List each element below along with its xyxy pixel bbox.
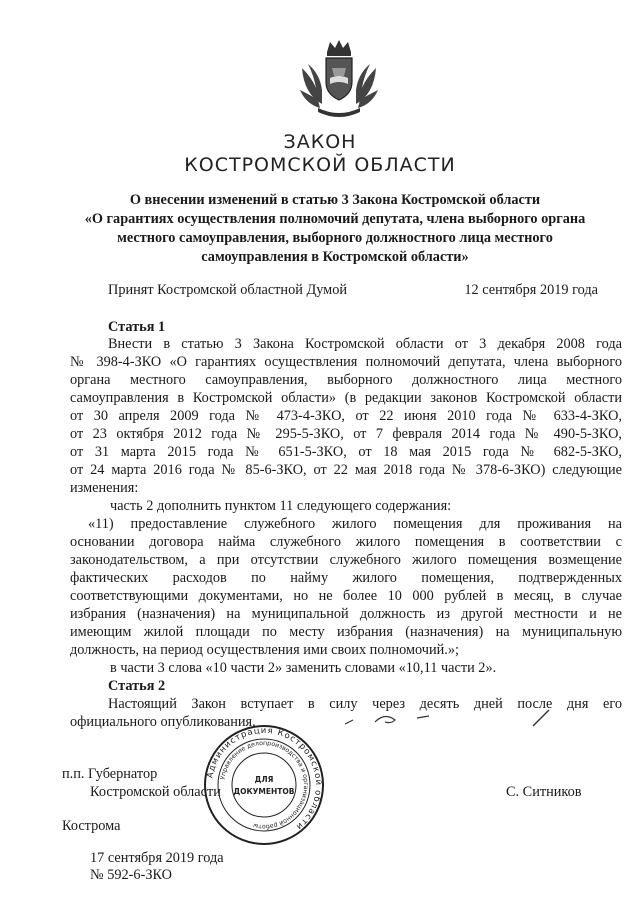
seal-inner-text: Управление делопроизводства и организационной работы (219, 739, 310, 831)
article1-line: от 24 марта 2016 года № 85-6-ЗКО, от 22 мая 2018 года № 378-6-ЗКО) следующие (70, 462, 622, 478)
seal-center-line1: ДЛЯ (254, 775, 274, 784)
article1-line: органа местного самоуправления, выборного должностного лица местного (70, 372, 622, 388)
official-seal (203, 724, 325, 846)
article1-line: от 30 апреля 2009 года № 473-4-ЗКО, от 22 июня 2010 года № 633-4-ЗКО, (70, 408, 622, 424)
article1-line: фактических расходов по найму жилого помещения, подтвержденных (70, 570, 622, 586)
article1-line: «11) предоставление служебного жилого помещения для проживания на (88, 516, 622, 532)
footer-number: № 592-6-ЗКО (90, 867, 172, 883)
article1-line: законодательством, а при отсутствии служебного жилого помещения возмещение (70, 552, 622, 568)
article1-line: в части 3 слова «10 части 2» заменить словами «10,11 части 2». (110, 660, 497, 676)
signature-name: С. Ситников (506, 784, 582, 800)
coat-of-arms-icon (294, 38, 384, 122)
law-title-line2: КОСТРОМСКОЙ ОБЛАСТИ (184, 154, 456, 176)
signature-title: п.п. Губернатор (62, 766, 158, 782)
adopted-date: 12 сентября 2019 года (464, 282, 598, 298)
adopted-line (108, 282, 598, 299)
article2-line: Настоящий Закон вступает в силу через десять дней после дня его (108, 696, 622, 712)
footer-city: Кострома (62, 818, 121, 834)
seal-center-line2: ДОКУМЕНТОВ (233, 787, 295, 796)
subject-line: «О гарантиях осуществления полномочий депутата, члена выборного органа (84, 211, 586, 227)
article1-line: Внести в статью 3 Закона Костромской области от 3 декабря 2008 года (108, 336, 622, 352)
article2-line: официального опубликования. (70, 714, 256, 730)
handwritten-signature (345, 708, 605, 728)
article1-line: от 31 марта 2015 года № 651-5-ЗКО, от 18 мая 2015 года № 682-5-ЗКО, (70, 444, 622, 460)
article1-line: избрания (назначения) на муниципальной должность из другой местности и не (70, 606, 622, 622)
seal-outer-text: Администрация Костромской области (205, 725, 324, 832)
law-subject (70, 191, 600, 267)
law-title-line1: ЗАКОН (283, 131, 357, 153)
article1-line: № 398-4-ЗКО «О гарантиях осуществления полномочий депутата, члена выборного (70, 354, 622, 370)
subject-line: самоуправления в Костромской области» (201, 249, 469, 265)
article1-line: часть 2 дополнить пунктом 11 следующего содержания: (110, 498, 452, 514)
article1-line: имеющим жилой площади по месту избрания (назначения) на муниципальную (70, 624, 622, 640)
subject-line: местного самоуправления, выборного должностного лица местного (117, 230, 553, 246)
article1-line: должность, на период осуществления ими своих полномочий.»; (70, 642, 459, 658)
subject-line: О внесении изменений в статью 3 Закона Костромской области (129, 192, 541, 208)
footer-date: 17 сентября 2019 года (90, 850, 224, 866)
article1-line: от 23 октября 2012 года № 295-5-ЗКО, от 7 февраля 2014 года № 490-5-ЗКО, (70, 426, 622, 442)
article1-line: изменения: (70, 480, 139, 496)
signature-region: Костромской области (90, 784, 221, 800)
article2-heading: Статья 2 (108, 678, 166, 694)
article1-line: самоуправления в Костромской области» (в редакции законов Костромской области (70, 390, 622, 406)
article1-line: соответствующими документами, но не более 10 000 рублей в месяц, в случае (70, 588, 622, 604)
adopted-by: Принят Костромской областной Думой (108, 282, 348, 298)
article1-heading: Статья 1 (108, 319, 166, 335)
article1-line: основании договора найма служебного жилого помещения в соответствии с (70, 534, 622, 550)
